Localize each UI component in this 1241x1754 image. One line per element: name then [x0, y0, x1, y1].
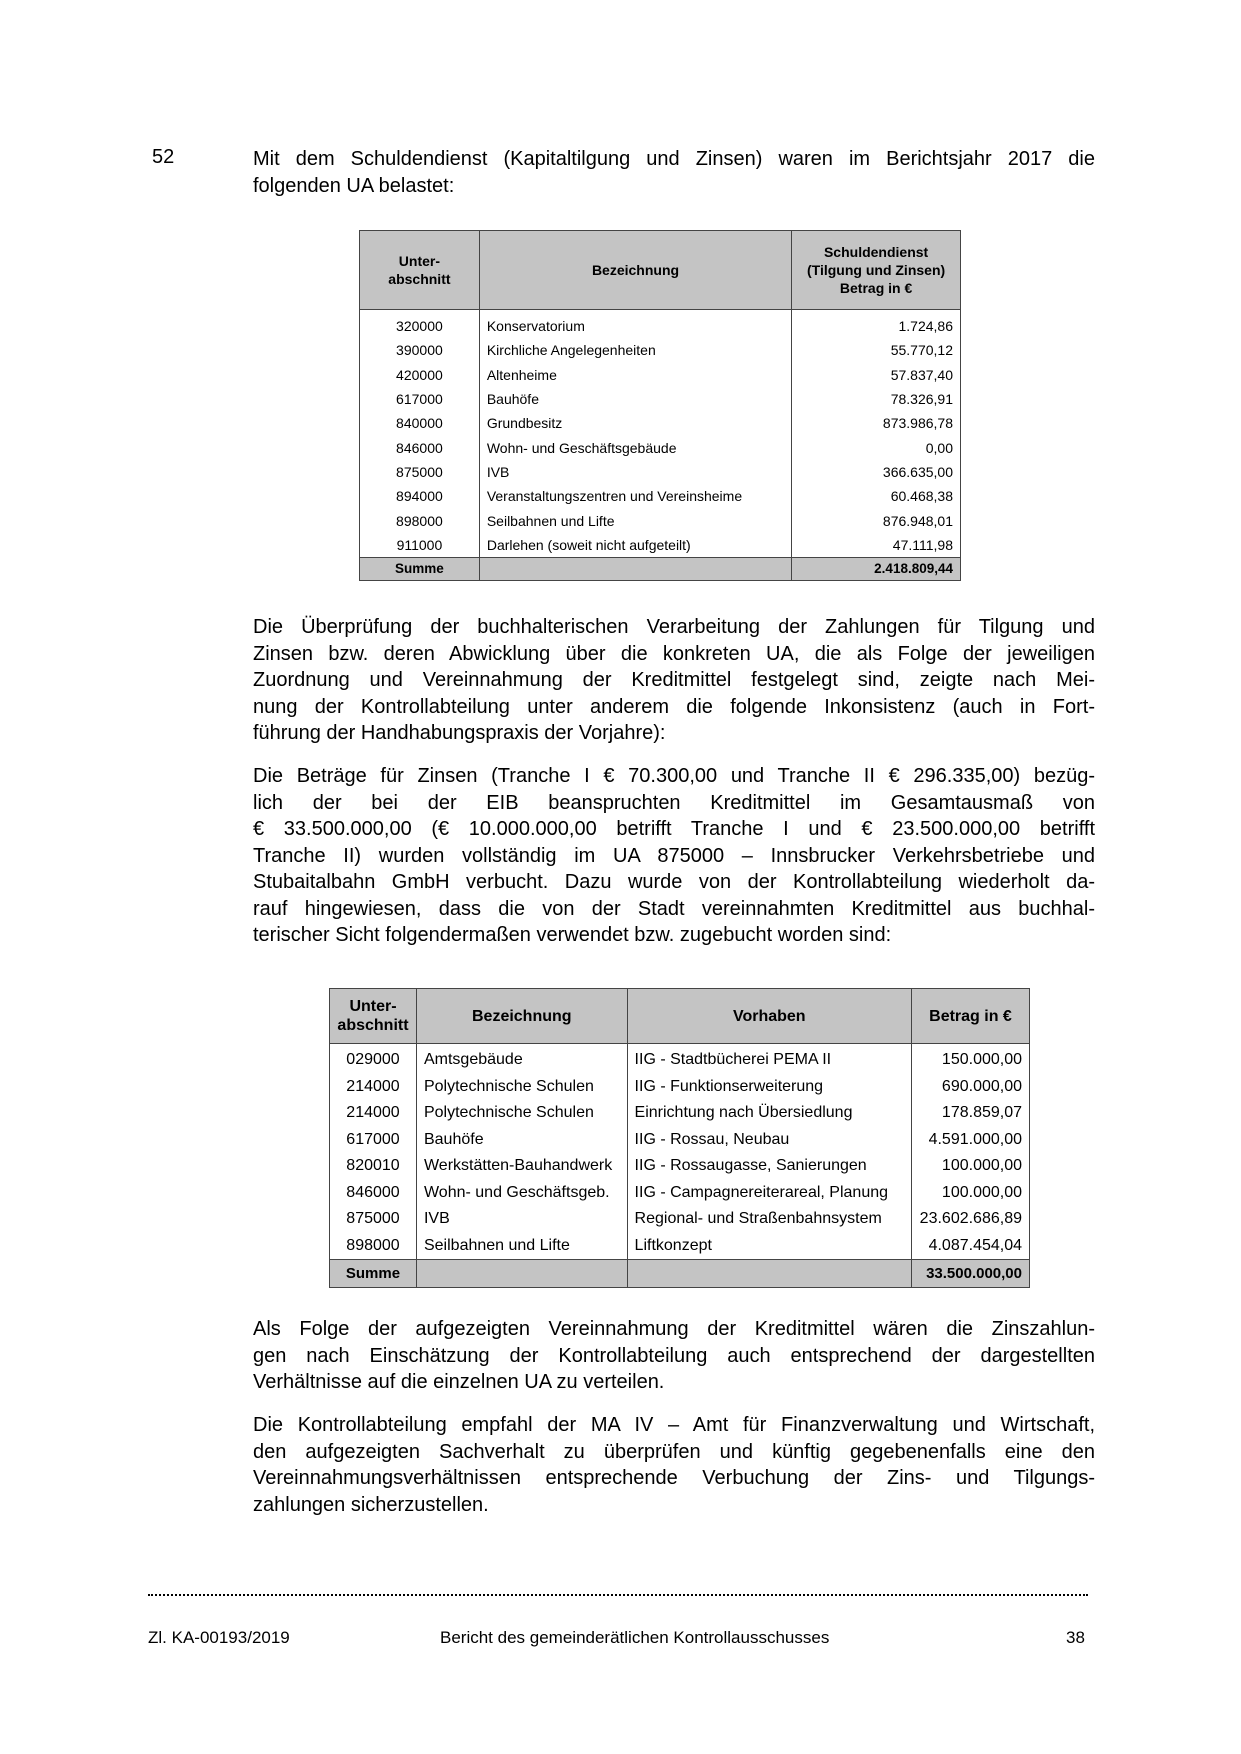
footer-reference: Zl. KA-00193/2019 [148, 1628, 290, 1647]
table-row: 214000 Polytechnische Schulen Einrichtung nach Übersiedlung 178.859,07 [330, 1100, 1030, 1127]
paragraph-interest-distribution: Als Folge der aufgezeigten Vereinnahmung der Kreditmittel wären die Zinszahlun- gen nach Einschätzung der Kontrollabteilung auch entsprechend der dargestellten Verhältnisse auf die einzelnen UA zu verteilen. [253, 1318, 1095, 1393]
debt-service-table [359, 230, 961, 581]
header-amount: Schuldendienst (Tilgung und Zinsen) Betrag in € [792, 231, 961, 310]
table-row: 617000 Bauhöfe IIG - Rossau, Neubau 4.591.000,00 [330, 1127, 1030, 1154]
credit-allocation-table [329, 988, 1030, 1288]
table-total-row [330, 1260, 1030, 1288]
total-label: Summe [360, 557, 480, 580]
paragraph-interest-amounts: Die Beträge für Zinsen (Tranche I € 70.300,00 und Tranche II € 296.335,00) bezüg- lich der bei der EIB beanspruchten Kreditmittel im Gesamtausmaß von € 33.500.000,00 (€ 10.000.000,00 betrifft Tranche I und € 23.500.000,00 betrifft Tranche II) wurden vollständig im UA 875000 – Innsbrucker Verkehrsbetriebe und Stubaitalbahn GmbH verbucht. Dazu wurde von der Kontrollabteilung wiederholt da- rauf hingewiesen, dass die von der Stadt vereinnahmten Kreditmittel aus buchhal- terischer Sicht folgendermaßen verwendet bzw. zugebucht worden sind: [253, 765, 1095, 946]
page-number: 38 [1066, 1628, 1085, 1647]
table-row: 420000 Altenheime 57.837,40 [360, 363, 961, 387]
header-subsection: Unter- abschnitt [330, 989, 417, 1044]
table-total-row [360, 557, 961, 580]
table-row: 320000 Konservatorium 1.724,86 [360, 310, 961, 339]
text-line: folgenden UA belastet: [253, 174, 455, 197]
table-row: 214000 Polytechnische Schulen IIG - Funktionserweiterung 690.000,00 [330, 1074, 1030, 1101]
header-designation: Bezeichnung [416, 989, 627, 1044]
table-row: 617000 Bauhöfe 78.326,91 [360, 387, 961, 411]
footer-divider [148, 1590, 1088, 1596]
table-row: 898000 Seilbahnen und Lifte Liftkonzept 4.087.454,04 [330, 1233, 1030, 1260]
header-subsection: Unter- abschnitt [360, 231, 480, 310]
table-row: 911000 Darlehen (soweit nicht aufgeteilt) 47.111,98 [360, 533, 961, 558]
table-row: 820010 Werkstätten-Bauhandwerk IIG - Rossaugasse, Sanierungen 100.000,00 [330, 1153, 1030, 1180]
total-amount: 33.500.000,00 [911, 1260, 1029, 1288]
text-line: Mit dem Schuldendienst (Kapitaltilgung und Zinsen) waren im Berichtsjahr 2017 die [253, 148, 1095, 170]
table-row: 846000 Wohn- und Geschäftsgebäude 0,00 [360, 435, 961, 459]
header-project: Vorhaben [627, 989, 911, 1044]
table-header-row [330, 989, 1030, 1044]
table-row: 894000 Veranstaltungszentren und Vereinsheime 60.468,38 [360, 484, 961, 508]
paragraph-recommendation: Die Kontrollabteilung empfahl der MA IV – Amt für Finanzverwaltung und Wirtschaft, den aufgezeigten Sachverhalt zu überprüfen und künftig gegebenenfalls eine den Vereinnahmungsverhältnissen entsprechende Verbuchung der Zins- und Tilgungs- zahlungen sicherzustellen. [253, 1414, 1095, 1516]
paragraph-inconsistency: Die Überprüfung der buchhalterischen Verarbeitung der Zahlungen für Tilgung und Zinsen bzw. deren Abwicklung über die konkreten UA, die als Folge der jeweiligen Zuordnung und Vereinnahmung der Kreditmittel festgelegt sind, zeigte nach Mei- nung der Kontrollabteilung unter anderem die folgende Inkonsistenz (auch in Fort- führung der Handhabungspraxis der Vorjahre): [253, 616, 1095, 744]
table-row: 390000 Kirchliche Angelegenheiten 55.770,12 [360, 338, 961, 362]
table-row: 840000 Grundbesitz 873.986,78 [360, 411, 961, 435]
footer-title: Bericht des gemeinderätlichen Kontrollausschusses [440, 1628, 830, 1647]
total-label: Summe [330, 1260, 417, 1288]
table-row: 875000 IVB 366.635,00 [360, 460, 961, 484]
total-amount: 2.418.809,44 [792, 557, 961, 580]
table-row: 029000 Amtsgebäude IIG - Stadtbücherei PEMA II 150.000,00 [330, 1044, 1030, 1074]
header-designation: Bezeichnung [479, 231, 791, 310]
section-number: 52 [152, 146, 175, 168]
header-amount: Betrag in € [911, 989, 1029, 1044]
intro-paragraph [253, 146, 1095, 199]
table-row: 846000 Wohn- und Geschäftsgeb. IIG - Campagnereiterareal, Planung 100.000,00 [330, 1180, 1030, 1207]
table-row: 875000 IVB Regional- und Straßenbahnsystem 23.602.686,89 [330, 1206, 1030, 1233]
table-row: 898000 Seilbahnen und Lifte 876.948,01 [360, 508, 961, 532]
table-header-row [360, 231, 961, 310]
